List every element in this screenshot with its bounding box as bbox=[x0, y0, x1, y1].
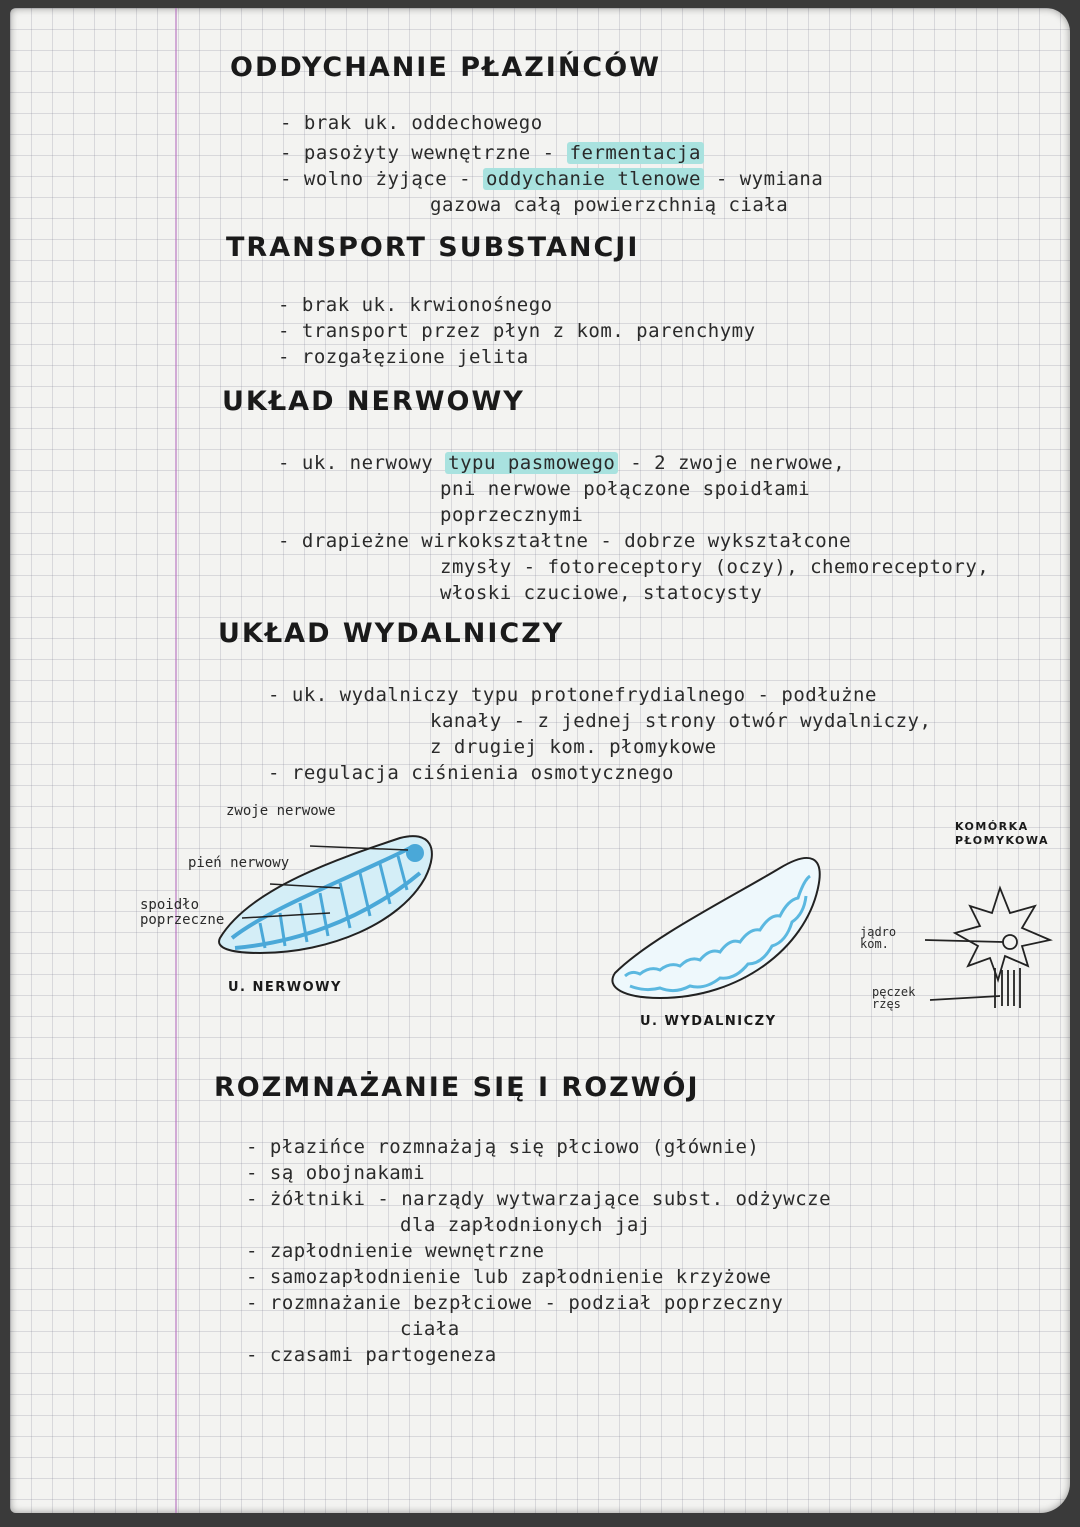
heading-rozmnazanie: ROZMNAŻANIE SIĘ I ROZWÓJ bbox=[214, 1072, 700, 1103]
text-line: - brak uk. krwionośnego bbox=[278, 294, 553, 316]
text-line: pni nerwowe połączone spoidłami bbox=[440, 478, 811, 500]
label-zwoje: zwoje nerwowe bbox=[226, 803, 336, 819]
text-line: kanały - z jednej strony otwór wydalniczy, bbox=[430, 710, 932, 732]
text-line: gazowa całą powierzchnią ciała bbox=[430, 194, 789, 216]
text-line: - transport przez płyn z kom. parenchymy bbox=[278, 320, 756, 342]
text-line: - samozapłodnienie lub zapłodnienie krzyżowe bbox=[246, 1266, 772, 1288]
text-line: włoski czuciowe, statocysty bbox=[440, 582, 763, 604]
text-line: - brak uk. oddechowego bbox=[280, 112, 543, 134]
text-line: - płazińce rozmnażają się płciowo (głównie) bbox=[246, 1136, 760, 1158]
nervous-system-drawing bbox=[219, 836, 432, 953]
text-line: - pasożyty wewnętrzne - fermentacja bbox=[280, 142, 704, 164]
text-line: poprzecznymi bbox=[440, 504, 584, 526]
text-line: dla zapłodnionych jaj bbox=[400, 1214, 651, 1236]
text-line: - wolno żyjące - oddychanie tlenowe - wymiana bbox=[280, 168, 824, 190]
heading-wydalniczy: UKŁAD WYDALNICZY bbox=[218, 618, 565, 649]
text-line: - rozmnażanie bezpłciowe - podział poprzeczny bbox=[246, 1292, 784, 1314]
label-peczek: pęczek rzęs bbox=[872, 985, 916, 1011]
notebook-page bbox=[10, 8, 1070, 1513]
label-spoidlo: spoidło poprzeczne bbox=[140, 897, 225, 928]
text-line: - zapłodnienie wewnętrzne bbox=[246, 1240, 545, 1262]
caption-nerwowy: U. NERWOWY bbox=[228, 980, 342, 995]
excretory-system-drawing bbox=[612, 858, 819, 998]
heading-nerwowy: UKŁAD NERWOWY bbox=[222, 386, 525, 417]
text-line: ciała bbox=[400, 1318, 460, 1340]
heading-transport: TRANSPORT SUBSTANCJI bbox=[226, 232, 640, 263]
label-komorka: KOMÓRKA PŁOMYKOWA bbox=[955, 820, 1050, 847]
text-line: z drugiej kom. płomykowe bbox=[430, 736, 717, 758]
text-line: - są obojnakami bbox=[246, 1162, 426, 1184]
caption-wydalniczy: U. WYDALNICZY bbox=[640, 1014, 777, 1029]
text-line: - drapieżne wirkokształtne - dobrze wykształcone bbox=[278, 530, 852, 552]
text-line: zmysły - fotoreceptory (oczy), chemoreceptory, bbox=[440, 556, 990, 578]
text-line: - czasami partogeneza bbox=[246, 1344, 497, 1366]
heading-oddychanie: ODDYCHANIE PŁAZIŃCÓW bbox=[230, 52, 661, 83]
highlight: oddychanie tlenowe bbox=[483, 168, 704, 190]
text-line: - rozgałęzione jelita bbox=[278, 346, 529, 368]
highlight: fermentacja bbox=[567, 142, 704, 164]
flame-cell-drawing bbox=[925, 888, 1050, 1008]
text-line: - żółtniki - narządy wytwarzające subst. odżywcze bbox=[246, 1188, 832, 1210]
text-line: - uk. wydalniczy typu protonefrydialnego - podłużne bbox=[268, 684, 877, 706]
text-line: - regulacja ciśnienia osmotycznego bbox=[268, 762, 674, 784]
label-jadro: jądro kom. bbox=[860, 925, 897, 951]
highlight: typu pasmowego bbox=[445, 452, 618, 474]
text-line: - uk. nerwowy typu pasmowego - 2 zwoje nerwowe, bbox=[278, 452, 846, 474]
label-pien: pień nerwowy bbox=[188, 855, 290, 871]
